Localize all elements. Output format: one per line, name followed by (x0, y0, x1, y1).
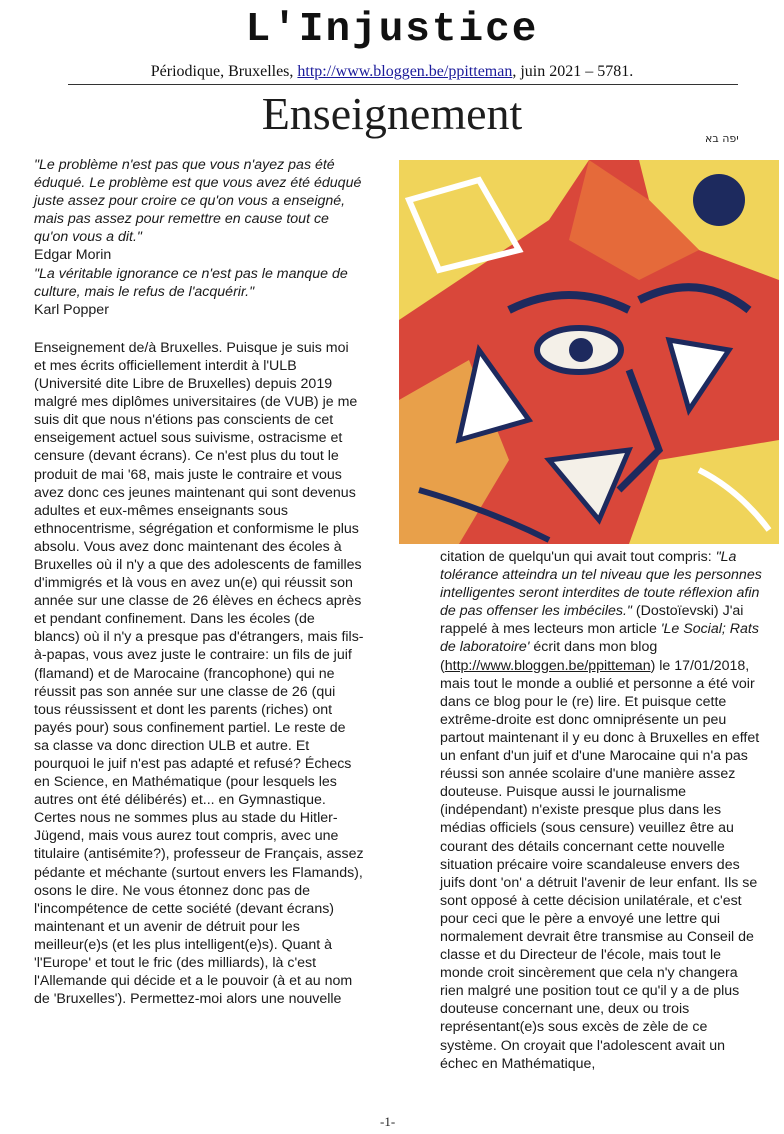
citation-intro: citation de quelqu'un qui avait tout compris: (440, 549, 716, 565)
blog-mention: écrit dans mon blog ( (440, 639, 658, 674)
quote-dostoievski: "La tolérance atteindra un tel niveau que les personnes intelligentes seront interdites de toute réflexion afin de pas offenser les imbéciles." (440, 549, 762, 620)
quote-author-popper: Karl Popper (34, 301, 109, 318)
left-column (34, 156, 364, 1008)
publication-line (0, 62, 784, 82)
article-body-left: Enseignement de/à Bruxelles. Puisque je suis moi et mes écrits officiellement interdit à l'ULB (Université dite Libre de Bruxelles) depuis 2019 malgré mes diplômes universitaires (de VUB) je me suis dit que nous n'étions pas conscients de cet enseigement actuel sous suivisme, ostracisme et censure (devant écrans). Ce n'est plus du tout le produit de mai '68, mais juste le contraire et vous avez donc ces jeunes maintenant qui sont devenus adultes et eux-mêmes enseignants sous ethnocentrisme, ségrégation et conformisme le plus absolu. Vous avez donc maintenant des écoles à Bruxelles où il n'y a que des adolescents de familles d'immigrés et là vous en avez un(e) qui réussit son année sur une classe de 26 élèves en échecs après et pendant confinement. Dans les écoles (de blancs) où il n'y a presque pas d'étrangers, mais fils-à-papas, vous avez juste le contraire: un fils de juif (flamand) et de Marocaine (francophone) qui ne réussit pas son année sur une classe de 26 (qui tous réussissent et dont les parents (riches) ont payés pour) sous confinement partiel. Le reste de sa classe va donc direction ULB et autre. Et pourquoi le juif n'est pas adapté et refusé? Échecs en Science, en Mathématique (pour lesquels les autres ont été délibérés) et... en Gymnastique. Certes nous ne sommes plus au stade du Hitler-Jügend, mais vous aurez tout compris, avec une titulaire (antisémite?), professeur de Français, assez pédante et méchante (surtout envers les Flamands), osons le dire. Ne vous étonnez donc pas de l'incompétence de cette société (devant écrans) maintenant et un avenir de détruit pour les meilleur(e)s (et les plus intelligent(e)s). Quant à 'l'Europe' et tout le fric (des milliards), là c'est l'Allemande qui décide et a le pouvoir (à et au nom de 'Bruxelles'). Permettez-moi alors une nouvelle (34, 339, 364, 1008)
paragraph-gap (34, 319, 364, 339)
blog-link[interactable]: http://www.bloggen.be/ppitteman (297, 63, 513, 80)
publication-date: , juin 2021 – 5781. (512, 63, 634, 80)
quote-popper: "La véritable ignorance ce n'est pas le manque de culture, mais le refus de l'acquérir." (34, 265, 348, 300)
abstract-face-painting (399, 160, 779, 544)
hebrew-tag: יפה בא (705, 132, 739, 145)
blog-url-link[interactable]: http://www.bloggen.be/ppitteman (444, 657, 651, 674)
quote-morin: "Le problème n'est pas que vous n'ayez pas été éduqué. Le problème est que vous avez été éduqué juste assez pour croire ce qu'on vous a enseigné, mais pas assez pour remettre en cause tout ce qu'on vous a dit." (34, 157, 362, 246)
article-reference: 'Le Social; Rats de laboratoire' (440, 621, 759, 656)
article-continuation: ) le 17/01/2018, mais tout le monde a oublié et personne a été voir dans ce blog pour le (re) lire. Et puisque cette extrême-droite est donc omniprésente un peu partout maintenant il y eu donc à Bruxelles en effet un enfant d'un juif et d'une Marocaine qui n'a pas réussi son année scolaire d'une manière assez douteuse. Puisque aussi le journalisme (indépendant) n'existe presque plus dans les médias officiels (sous censure) veuillez être au courant des détails concernant cette nouvelle situation précaire voire scandaleuse envers des juifs dont 'on' a détruit l'avenir de leur enfant. Ils se sont opposé à cette décision unilatérale, et c'est pour ceci que le père a envoyé une lettre qui normalement devrait être transmise au Conseil de classe et du Directeur de l'école, mais tout le monde croit sincèrement que cela n'y changera rien malgré une position tout ce qu'il y a de plus douteuse concernant une, deux ou trois représentant(e)s sous excès de zèle de ce système. On croyait que l'adolescent avait un échec en Mathématique, (440, 657, 760, 1072)
header-divider (68, 84, 738, 85)
page-number: -1- (380, 1114, 396, 1129)
citation-attribution: (Dostoïevski) J'ai rappelé à mes lecteurs mon article (440, 603, 744, 638)
quote-author-morin: Edgar Morin (34, 247, 112, 264)
right-column (440, 548, 764, 1073)
section-title: Enseignement (261, 88, 523, 139)
masthead-title: L'Injustice (245, 7, 539, 53)
publication-info: Périodique, Bruxelles, (150, 63, 298, 80)
article-body-right (440, 548, 764, 1073)
